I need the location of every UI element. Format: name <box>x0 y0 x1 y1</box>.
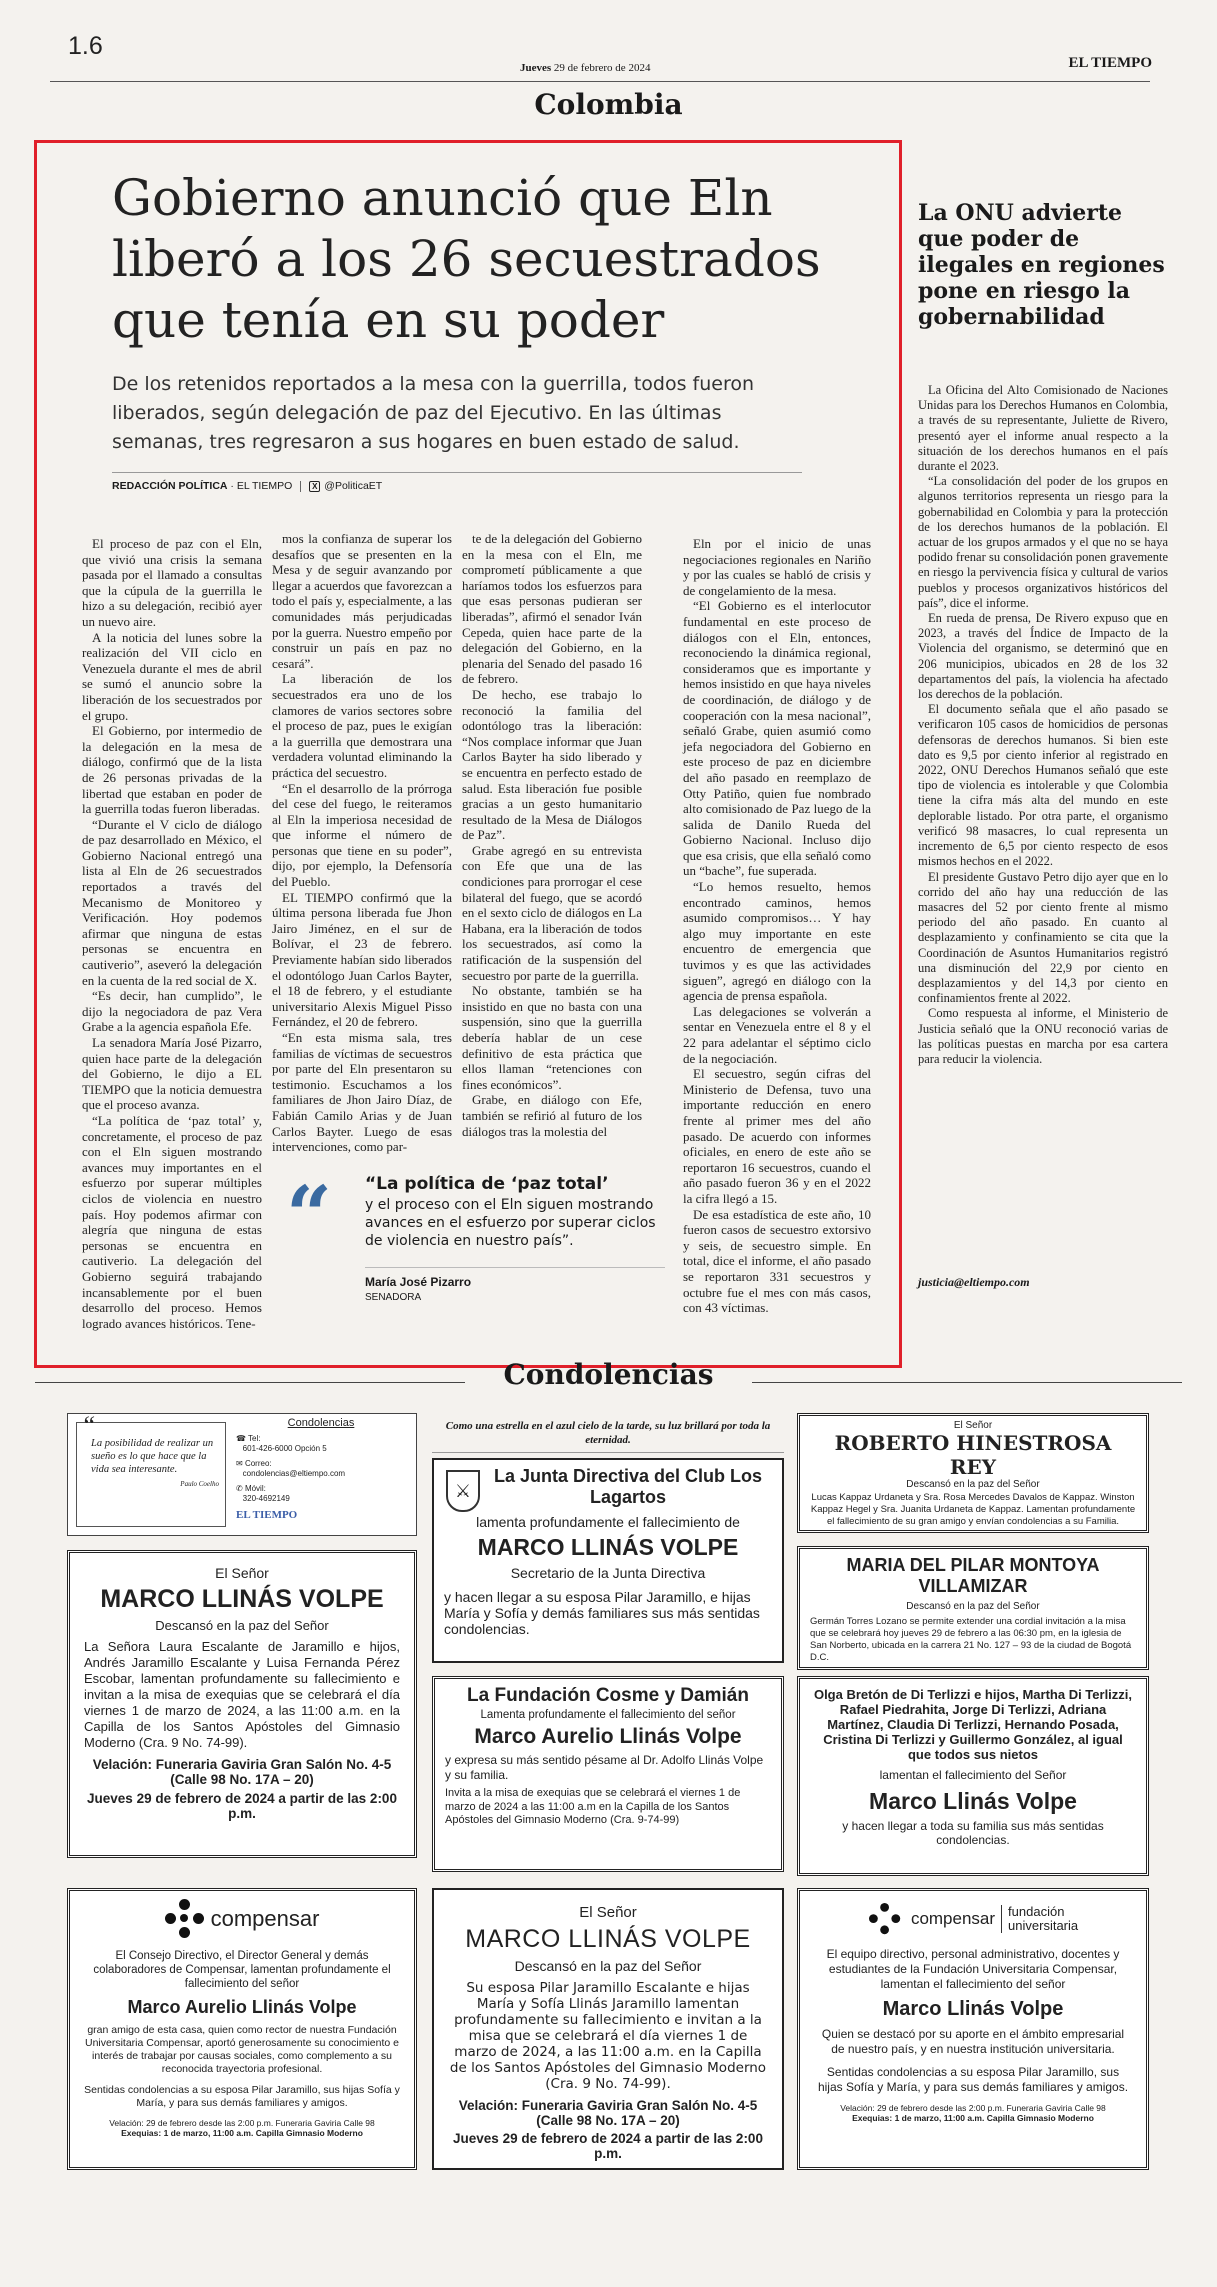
obituary-ad-5: La Fundación Cosme y Damián Lamenta profundamente el fallecimiento del señor Marco Aurelio Llinás Volpe y expresa su más sentido pésame al Dr. Adolfo Llinás Volpe y su familia. Invita a la misa de exequias que se celebrará el viernes 1 de marzo de 2024 a las 11:00 a.m en la Capilla de los Santos Apóstoles del Gimnasio Moderno (Cra. 9-74-99) <box>432 1676 784 1872</box>
paragraph: De hecho, ese trabajo lo reconoció la familia del odontólogo tras la liberación: “Nos complace informar que Juan Carlos Bayter ha sido liberado y se encuentra en perfecto estado de salud. Esta liberación fue posible gracias a un gesto humanitario resultado de la Mesa de Diálogos de Paz”. <box>462 686 642 843</box>
sidebar-headline: La ONU advierte que poder de ilegales en regiones pone en riesgo la gobernabilidad <box>918 200 1165 330</box>
pull-quote-author: María José Pizarro <box>365 1275 472 1289</box>
condolencias-promo: “ La posibilidad de realizar un sueño es lo que hace que la vida sea interesante. Paulo Coelho Condolencias ☎ Tel: 601-426-6000 Opción 5 ✉ Correo: condolencias@eltiempo.com ✆ Móvil: 320-4692149 EL TIEMPO <box>67 1413 417 1536</box>
obituary-ad-1: El Señor MARCO LLINÁS VOLPE Descansó en la paz del Señor La Señora Laura Escalante de Jaramillo e hijos, Andrés Jaramillo Escalante y Luisa Fernanda Pérez Escobar, lamentan profundamente su fallecimiento e invitan a la misa de exequias que se celebrará el día viernes 1 de marzo de 2024, a las 11:00 a.m. en la Capilla de los Santos Apóstoles del Gimnasio Moderno (Cra. 9 No. 74-99). Velación: Funeraria Gaviria Gran Salón No. 4-5 (Calle 98 No. 17A – 20) Jueves 29 de febrero de 2024 a partir de las 2:00 p.m. <box>67 1550 417 1858</box>
paragraph: “La política de ‘paz total’ y, concretamente, el proceso de paz con el Eln siguen mostrando avances muy importantes en el esfuerzo por superar múltiples ciclos de violencia en nuestro país. Hoy podemos afirmar con alegría que ninguna de estas personas se encuentra en cautiverio. La delegación del Gobierno seguirá trabajando incansablemente por el buen desarrollo del proceso. Hemos logrado avances históricos. Tene- <box>82 1112 262 1331</box>
promo-mobile[interactable]: 320-4692149 <box>242 1494 290 1503</box>
paragraph: “En esta misma sala, tres familias de víctimas de secuestros por parte del Eln presentaron su testimonio. Escuchamos a los familiares de Jhon Jairo Díaz, de Fabián Camilo Arias y de Juan Carlos Bayter. Luego de esas intervenciones, como par- <box>272 1030 452 1155</box>
paragraph: El presidente Gustavo Petro dijo ayer que en lo corrido del año hay una reducción de las masacres del 52 por ciento frente al mismo periodo del año pasado. En cuanto al desplazamiento y confinamiento se cita que la Coordinación de Asuntos Humanitarios registró una disminución del 22,9 por ciento en desplazamientos y del 14,3 por ciento en confinamientos frente al 2022. <box>918 869 1168 1006</box>
article-deck: De los retenidos reportados a la mesa con la guerrilla, todos fueron liberados, según delegación de paz del Ejecutivo. En las últimas semanas, tres regresaron a sus hogares en buen estado de salud. <box>112 373 755 453</box>
club-crest-icon: ⚔ <box>446 1470 480 1512</box>
obituary-ad-7: compensar El Consejo Directivo, el Director General y demás colaboradores de Compensar, lamentan profundamente el fallecimiento del señor Marco Aurelio Llinás Volpe gran amigo de esta casa, quien como rector de nuestra Fundación Universitaria Compensar, aportó generosamente su conocimiento e interés de trabajar por causas sociales, como complemento a su reconocida trayectoria profesional. Sentidas condolencias a su esposa Pilar Jaramillo, sus hijas Sofía y María, y para sus demás familiares y amigos. Velación: 29 de febrero desde las 2:00 p.m. Funeraria Gaviria Calle 98 Exequias: 1 de marzo, 11:00 a.m. Capilla Gimnasio Moderno <box>67 1888 417 2170</box>
condolencias-title: Condolencias <box>503 1358 714 1391</box>
paragraph: “Lo hemos resuelto, hemos encontrado caminos, hemos asumido compromisos… Y hay algo muy importante en este encuentro de emergencia que tuvimos y es que las actividades siguen”, agregó en diálogo con la agencia de prensa española. <box>683 879 871 1004</box>
page-header <box>50 32 1152 82</box>
obituary-ad-2-top: Como una estrella en el azul cielo de la tarde, su luz brillará por toda la eternidad. <box>432 1413 784 1453</box>
paragraph: Las delegaciones se volverán a sentar en Venezuela entre el 8 y el 22 para adelantar el séptimo ciclo de la negociación. <box>683 1003 871 1066</box>
deceased-name: MARCO LLINÁS VOLPE <box>100 1585 384 1613</box>
page-number: 1.6 <box>68 32 103 60</box>
page-date: Jueves 29 de febrero de 2024 <box>520 62 651 74</box>
compensar-fu-logo: compensar fundación universitaria <box>814 1899 1132 1939</box>
paragraph: mos la confianza de superar los desafíos que se presenten en la Mesa y de seguir avanzando por llegar a acuerdos que favorezcan a todo el país y, especialmente, a las comunidades más perjudicadas por la guerra. Nuestro empeño por construir un país en paz no cesará”. <box>272 531 452 671</box>
obituary-ad-9: compensar fundación universitaria El equipo directivo, personal administrativo, docentes y estudiantes de la Fundación Universitaria Compensar, lamentan el fallecimiento del señor Marco Llinás Volpe Quien se destacó por su aporte en el ámbito empresarial de nuestro país, y en nuestra institución universitaria. Sentidas condolencias a su esposa Pilar Jaramillo, sus hijas Sofía y María, y para sus demás familiares y amigos. Velación: 29 de febrero desde las 2:00 p.m. Funeraria Gaviria Calle 98 Exequias: 1 de marzo, 11:00 a.m. Capilla Gimnasio Moderno <box>797 1888 1149 2170</box>
promo-phone[interactable]: 601-426-6000 Opción 5 <box>242 1444 327 1453</box>
paragraph: “El Gobierno es el interlocutor fundamental en este proceso de diálogos con el Eln, entonces, reconociendo la dinámica regional, consideramos que es importante y hemos insistido en que haya niveles de coordinación, de diálogo y de cooperación con la mesa nacional”, señaló Grabe, quien asumió como jefa negociadora del Gobierno en este proceso de paz en diciembre del año pasado en reemplazo de Otty Patiño, quien fue nombrado alto comisionado de Paz luego de la salida de Danilo Rueda del Gobierno Nacional. Incluso dijo que esa crisis, que ella señaló como un “bache”, fue superada. <box>683 598 871 879</box>
paragraph: “Durante el V ciclo de diálogo de paz desarrollado en México, el Gobierno Nacional entregó una lista al Eln de 26 secuestrados reportados a través del Mecanismo de Monitoreo y Verificación. Hoy podemos afirmar que ninguna de estas personas se encuentra en cautiverio”, aseveró la delegación en la cuenta de la red social de X. <box>82 816 262 988</box>
paragraph: No obstante, también se ha insistido en que no basta con una suspensión, sino que la guerrilla debería hablar de un cese definitivo de esta práctica que ellos llaman “retenciones con fines económicos”. <box>462 983 642 1092</box>
paragraph: te de la delegación del Gobierno en la mesa con el Eln, me comprometí públicamente a que haríamos todos los esfuerzos para que esas personas pudieran ser liberadas”, afirmó el senador Iván Cepeda, quien hace parte de la delegación del Gobierno, en la plenaria del Senado del pasado 16 de febrero. <box>462 531 642 687</box>
article-byline: REDACCIÓN POLÍTICA · EL TIEMPO X @PoliticaET <box>112 472 802 492</box>
paragraph: Grabe agregó en su entrevista con Efe que una de las condiciones para prorrogar el cese bilateral del fuego, que se acordó en el sexto ciclo de diálogos en La Habana, era la liberación de todos los secuestrados, así como la ratificación de la suspensión del secuestro por parte de la guerrilla. <box>462 842 642 983</box>
article-headline: Gobierno anunció que Eln liberó a los 26 secuestrados que tenía en su poder <box>112 169 821 349</box>
article-column-2 <box>272 531 452 1155</box>
paragraph: A la noticia del lunes sobre la realización del VII ciclo en Venezuela durante el mes de abril se sumó el anuncio sobre la liberación de los secuestrados por el grupo. <box>82 629 262 723</box>
paragraph: Como respuesta al informe, el Ministerio de Justicia señaló que la ONU reconoció varias de las políticas puestas en marcha por esa cartera para reducir la violencia. <box>918 1006 1168 1066</box>
paragraph: El documento señala que el año pasado se verificaron 105 casos de homicidios de personas defensoras de derechos humanos. Si bien este dato es 9,5 por ciento inferior al registrado en 2022, ONU Derechos Humanos señaló que este tipo de violencia es intolerable y que Colombia tiene la cifra más alta del mundo en este deplorable listado. Por otra parte, el organismo verificó 98 masacres, lo cual representa un incremento de 6,5 por ciento respecto de esos mismos hechos en el 2022. <box>918 702 1168 869</box>
promo-email[interactable]: condolencias@eltiempo.com <box>242 1469 346 1478</box>
promo-quote-author: Paulo Coelho <box>180 1480 219 1488</box>
paragraph: De esa estadística de este año, 10 fueron casos de secuestro extorsivo y seis, de secuestro simple. En total, dice el informe, el año pasado se reportaron 331 secuestros y octubre fue el mes con más casos, con 43 víctimas. <box>683 1206 871 1316</box>
paragraph: La Oficina del Alto Comisionado de Naciones Unidas para los Derechos Humanos en Colombia, a través de su representante, Juliette de Rivero, presentó ayer el informe anual respecto a la situación de los derechos humanos en el país durante el 2023. <box>918 383 1168 474</box>
paragraph: El Gobierno, por intermedio de la delegación en la mesa de diálogo, confirmó que de la lista de 26 personas privadas de la libertad que estaban en poder de la guerrilla todas fueron liberadas. <box>82 723 262 817</box>
paragraph: “En el desarrollo de la prórroga del cese del fuego, le reiteramos al Eln la imperiosa necesidad de que informe el número de personas que tiene en su poder”, dijo, por ejemplo, la Defensoría del Pueblo. <box>272 780 452 890</box>
obituary-ad-6: Olga Bretón de Di Terlizzi e hijos, Martha Di Terlizzi, Rafael Piedrahita, Jorge Di Terlizzi, Adriana Martínez, Claudia Di Terlizzi, Hernando Posada, Cristina Di Terlizzi y Guillermo González, al igual que todos sus nietos lamentan el fallecimiento del Señor Marco Llinás Volpe y hacen llegar a toda su familia sus más sentidas condolencias. <box>797 1676 1149 1876</box>
article-column-1 <box>82 536 262 1331</box>
paragraph: El secuestro, según cifras del Ministerio de Defensa, tuvo una importante reducción en enero frente al primer mes del año pasado. De acuerdo con informes oficiales, en enero de este año se reportaron 16 secuestros, cuando el año pasado fueron 36 y en el 2022 la cifra llegó a 15. <box>683 1066 871 1206</box>
paragraph: Grabe, en diálogo con Efe, también se refirió al futuro de los diálogos tras la molestia del <box>462 1092 642 1139</box>
paragraph: La senadora María José Pizarro, quien hace parte de la delegación del Gobierno, le dijo a EL TIEMPO que la noticia demuestra que el proceso avanza. <box>82 1035 262 1113</box>
mail-icon: ✉ <box>236 1459 243 1468</box>
sidebar-signature[interactable]: justicia@eltiempo.com <box>918 1275 1030 1289</box>
article-column-4 <box>683 536 871 1316</box>
promo-label: Condolencias <box>287 1417 355 1429</box>
pull-quote-lead: “La política de ‘paz total’ <box>365 1174 609 1194</box>
paragraph: La liberación de los secuestrados era uno de los clamores de varios sectores sobre el proceso de paz, pues le exigían a la guerrilla que demostrara una verdadera voluntad eliminando la práctica del secuestro. <box>272 671 452 780</box>
phone-icon: ☎ <box>236 1434 246 1443</box>
sidebar-body <box>918 383 1168 1067</box>
quote-mark-icon: “ <box>286 1168 333 1262</box>
paragraph: Eln por el inicio de unas negociaciones regionales en Nariño y por las cuales se habló de crisis y de congelamiento de la mesa. <box>683 536 871 598</box>
newspaper-brand: EL TIEMPO <box>1068 55 1152 71</box>
compensar-dots-icon <box>869 1903 901 1935</box>
article-column-3 <box>462 531 642 1139</box>
obituary-ad-8: El Señor MARCO LLINÁS VOLPE Descansó en la paz del Señor Su esposa Pilar Jaramillo Escalante e hijas María y Sofía Llinás Jaramillo lamentan profundamente su fallecimiento e invitan a la misa que se celebrará el día viernes 1 de marzo de 2024, a las 11:00 a.m. en la Capilla de los Santos Apóstoles del Gimnasio Moderno (Cra. 9 No. 74-99). Velación: Funeraria Gaviria Gran Salón No. 4-5 (Calle 98 No. 17A – 20) Jueves 29 de febrero de 2024 a partir de las 2:00 p.m. <box>432 1888 784 2170</box>
obituary-ad-3: El Señor ROBERTO HINESTROSA REY Descansó en la paz del Señor Lucas Kappaz Urdaneta y Sra. Rosa Mercedes Davalos de Kappaz. Winston Kappaz Hegel y Sra. Juanita Urdaneta de Kappaz. Lamentan profundamente el fallecimiento de su gran amigo y envían condolencias a su Familia. <box>797 1413 1149 1533</box>
obituary-ad-4: MARIA DEL PILAR MONTOYA VILLAMIZAR Descansó en la paz del Señor Germán Torres Lozano se permite extender una cordial invitación a la misa que se celebrará hoy jueves 29 de febrero a las 06:30 pm, en la iglesia de San Norberto, ubicada en la carrera 21 No. 127 – 93 de la ciudad de Bogotá D.C. <box>797 1546 1149 1670</box>
whatsapp-icon: ✆ <box>236 1484 243 1493</box>
pull-quote-text: y el proceso con el Eln siguen mostrando avances en el esfuerzo por superar ciclos de violencia en nuestro país”. <box>365 1197 656 1249</box>
paragraph: En rueda de prensa, De Rivero expuso que en 2023, a través del Índice de Impacto de la Violencia del organismo, se determinó que en 206 municipios, ubicados en 28 de los 32 departamentos del país, la violencia ha afectado los derechos de la población. <box>918 611 1168 702</box>
paragraph: “La consolidación del poder de los grupos en algunos territorios representa un riesgo para la gobernabilidad en Colombia y para la protección de los derechos humanos de la población. El actuar de los grupos armados y el que no se haya podido frenar su consolidación ponen gravemente en riesgo la pervivencia física y cultural de varios pueblos y procesos organizativos históricos del país”, dice el informe. <box>918 474 1168 610</box>
twitter-handle[interactable]: @PoliticaET <box>324 480 383 492</box>
promo-quote: La posibilidad de realizar un sueño es lo que hace que la vida sea interesante. <box>91 1438 214 1475</box>
compensar-logo: compensar <box>82 1899 402 1939</box>
paragraph: EL TIEMPO confirmó que la última persona liberada fue Jhon Jairo Jiménez, en el sur de Bolívar, el 23 de febrero. Previamente habían sido liberados el odontólogo Juan Carlos Bayter, el 18 de febrero, y el estudiante universitario Alexis Miguel Pisso Fernández, el 20 de febrero. <box>272 889 452 1030</box>
section-title: Colombia <box>534 88 683 121</box>
paragraph: “Es decir, han cumplido”, le dijo la negociadora de paz Vera Grabe a la agencia española Efe. <box>82 988 262 1035</box>
compensar-dots-icon <box>165 1899 205 1939</box>
obituary-ad-2: ⚔ La Junta Directiva del Club Los Lagartos lamenta profundamente el fallecimiento de MARCO LLINÁS VOLPE Secretario de la Junta Directiva y hacen llegar a su esposa Pilar Jaramillo, e hijas María y Sofía y demás familiares sus más sentidas condolencias. <box>432 1458 784 1663</box>
promo-brand: EL TIEMPO <box>236 1509 298 1521</box>
pull-quote-role: SENADORA <box>365 1292 422 1303</box>
paragraph: El proceso de paz con el Eln, que vivió una crisis la semana pasada por el llamado a consultas que la cúpula de la guerrilla le hizo a su delegación, recibió ayer un nuevo aire. <box>82 536 262 629</box>
x-icon: X <box>309 481 320 492</box>
